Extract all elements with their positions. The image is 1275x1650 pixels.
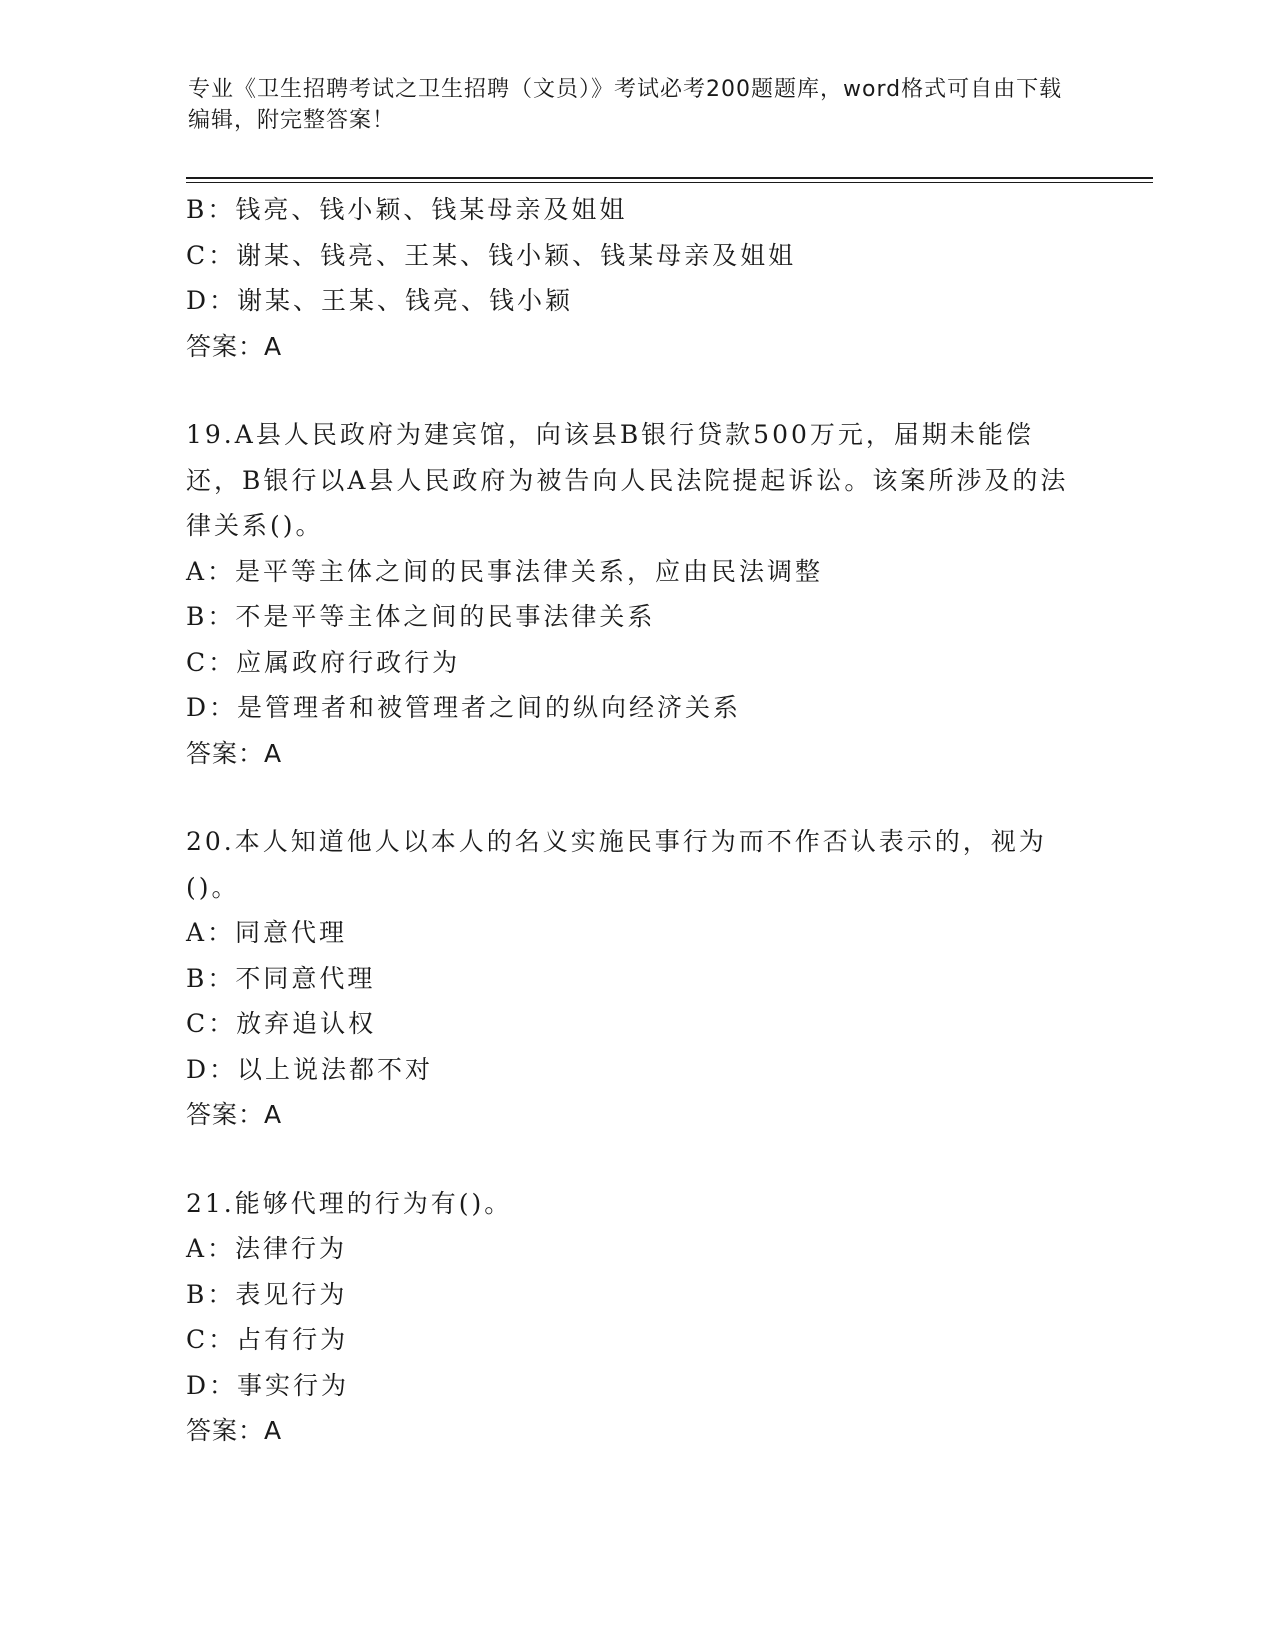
option-a: A：同意代理 bbox=[186, 918, 348, 947]
option-b: B：不是平等主体之间的民事法律关系 bbox=[186, 602, 656, 631]
header-divider bbox=[186, 177, 1153, 179]
answer: 答案：A bbox=[186, 738, 283, 768]
question-21 bbox=[186, 1181, 1086, 1454]
option-a: A：法律行为 bbox=[186, 1234, 348, 1263]
question-stem: 21.能够代理的行为有()。 bbox=[186, 1188, 513, 1218]
option-c: C：谢某、钱亮、王某、钱小颖、钱某母亲及姐姐 bbox=[186, 240, 797, 270]
option-c: C：放弃追认权 bbox=[186, 1009, 377, 1038]
question-list bbox=[186, 187, 1086, 1454]
document-header: 专业《卫生招聘考试之卫生招聘（文员）》考试必考200题题库，word格式可自由下载编辑，附完整答案！ bbox=[188, 77, 1063, 133]
option-a: A：是平等主体之间的民事法律关系，应由民法调整 bbox=[186, 556, 824, 586]
option-d: D：是管理者和被管理者之间的纵向经济关系 bbox=[186, 693, 742, 722]
option-b: B：钱亮、钱小颖、钱某母亲及姐姐 bbox=[186, 195, 628, 224]
answer: 答案：A bbox=[186, 331, 283, 361]
question-19 bbox=[186, 412, 1086, 776]
option-d: D：谢某、王某、钱亮、钱小颖 bbox=[186, 286, 574, 315]
question-stem: 19.A县人民政府为建宾馆，向该县B银行贷款500万元，届期未能偿还，B银行以A县人民政府为被告向人民法院提起诉讼。该案所涉及的法律关系()。 bbox=[186, 420, 1069, 540]
question-20 bbox=[186, 819, 1086, 1138]
option-b: B：不同意代理 bbox=[186, 963, 376, 993]
answer: 答案：A bbox=[186, 1416, 283, 1445]
question-stem: 20.本人知道他人以本人的名义实施民事行为而不作否认表示的，视为()。 bbox=[186, 827, 1047, 902]
option-b: B：表见行为 bbox=[186, 1279, 348, 1309]
header-divider-thin bbox=[186, 182, 1153, 183]
option-d: D：以上说法都不对 bbox=[186, 1054, 434, 1084]
question-18 bbox=[186, 187, 1086, 369]
option-d: D：事实行为 bbox=[186, 1370, 350, 1400]
answer: 答案：A bbox=[186, 1100, 283, 1129]
option-c: C：应属政府行政行为 bbox=[186, 647, 461, 677]
option-c: C：占有行为 bbox=[186, 1325, 349, 1354]
